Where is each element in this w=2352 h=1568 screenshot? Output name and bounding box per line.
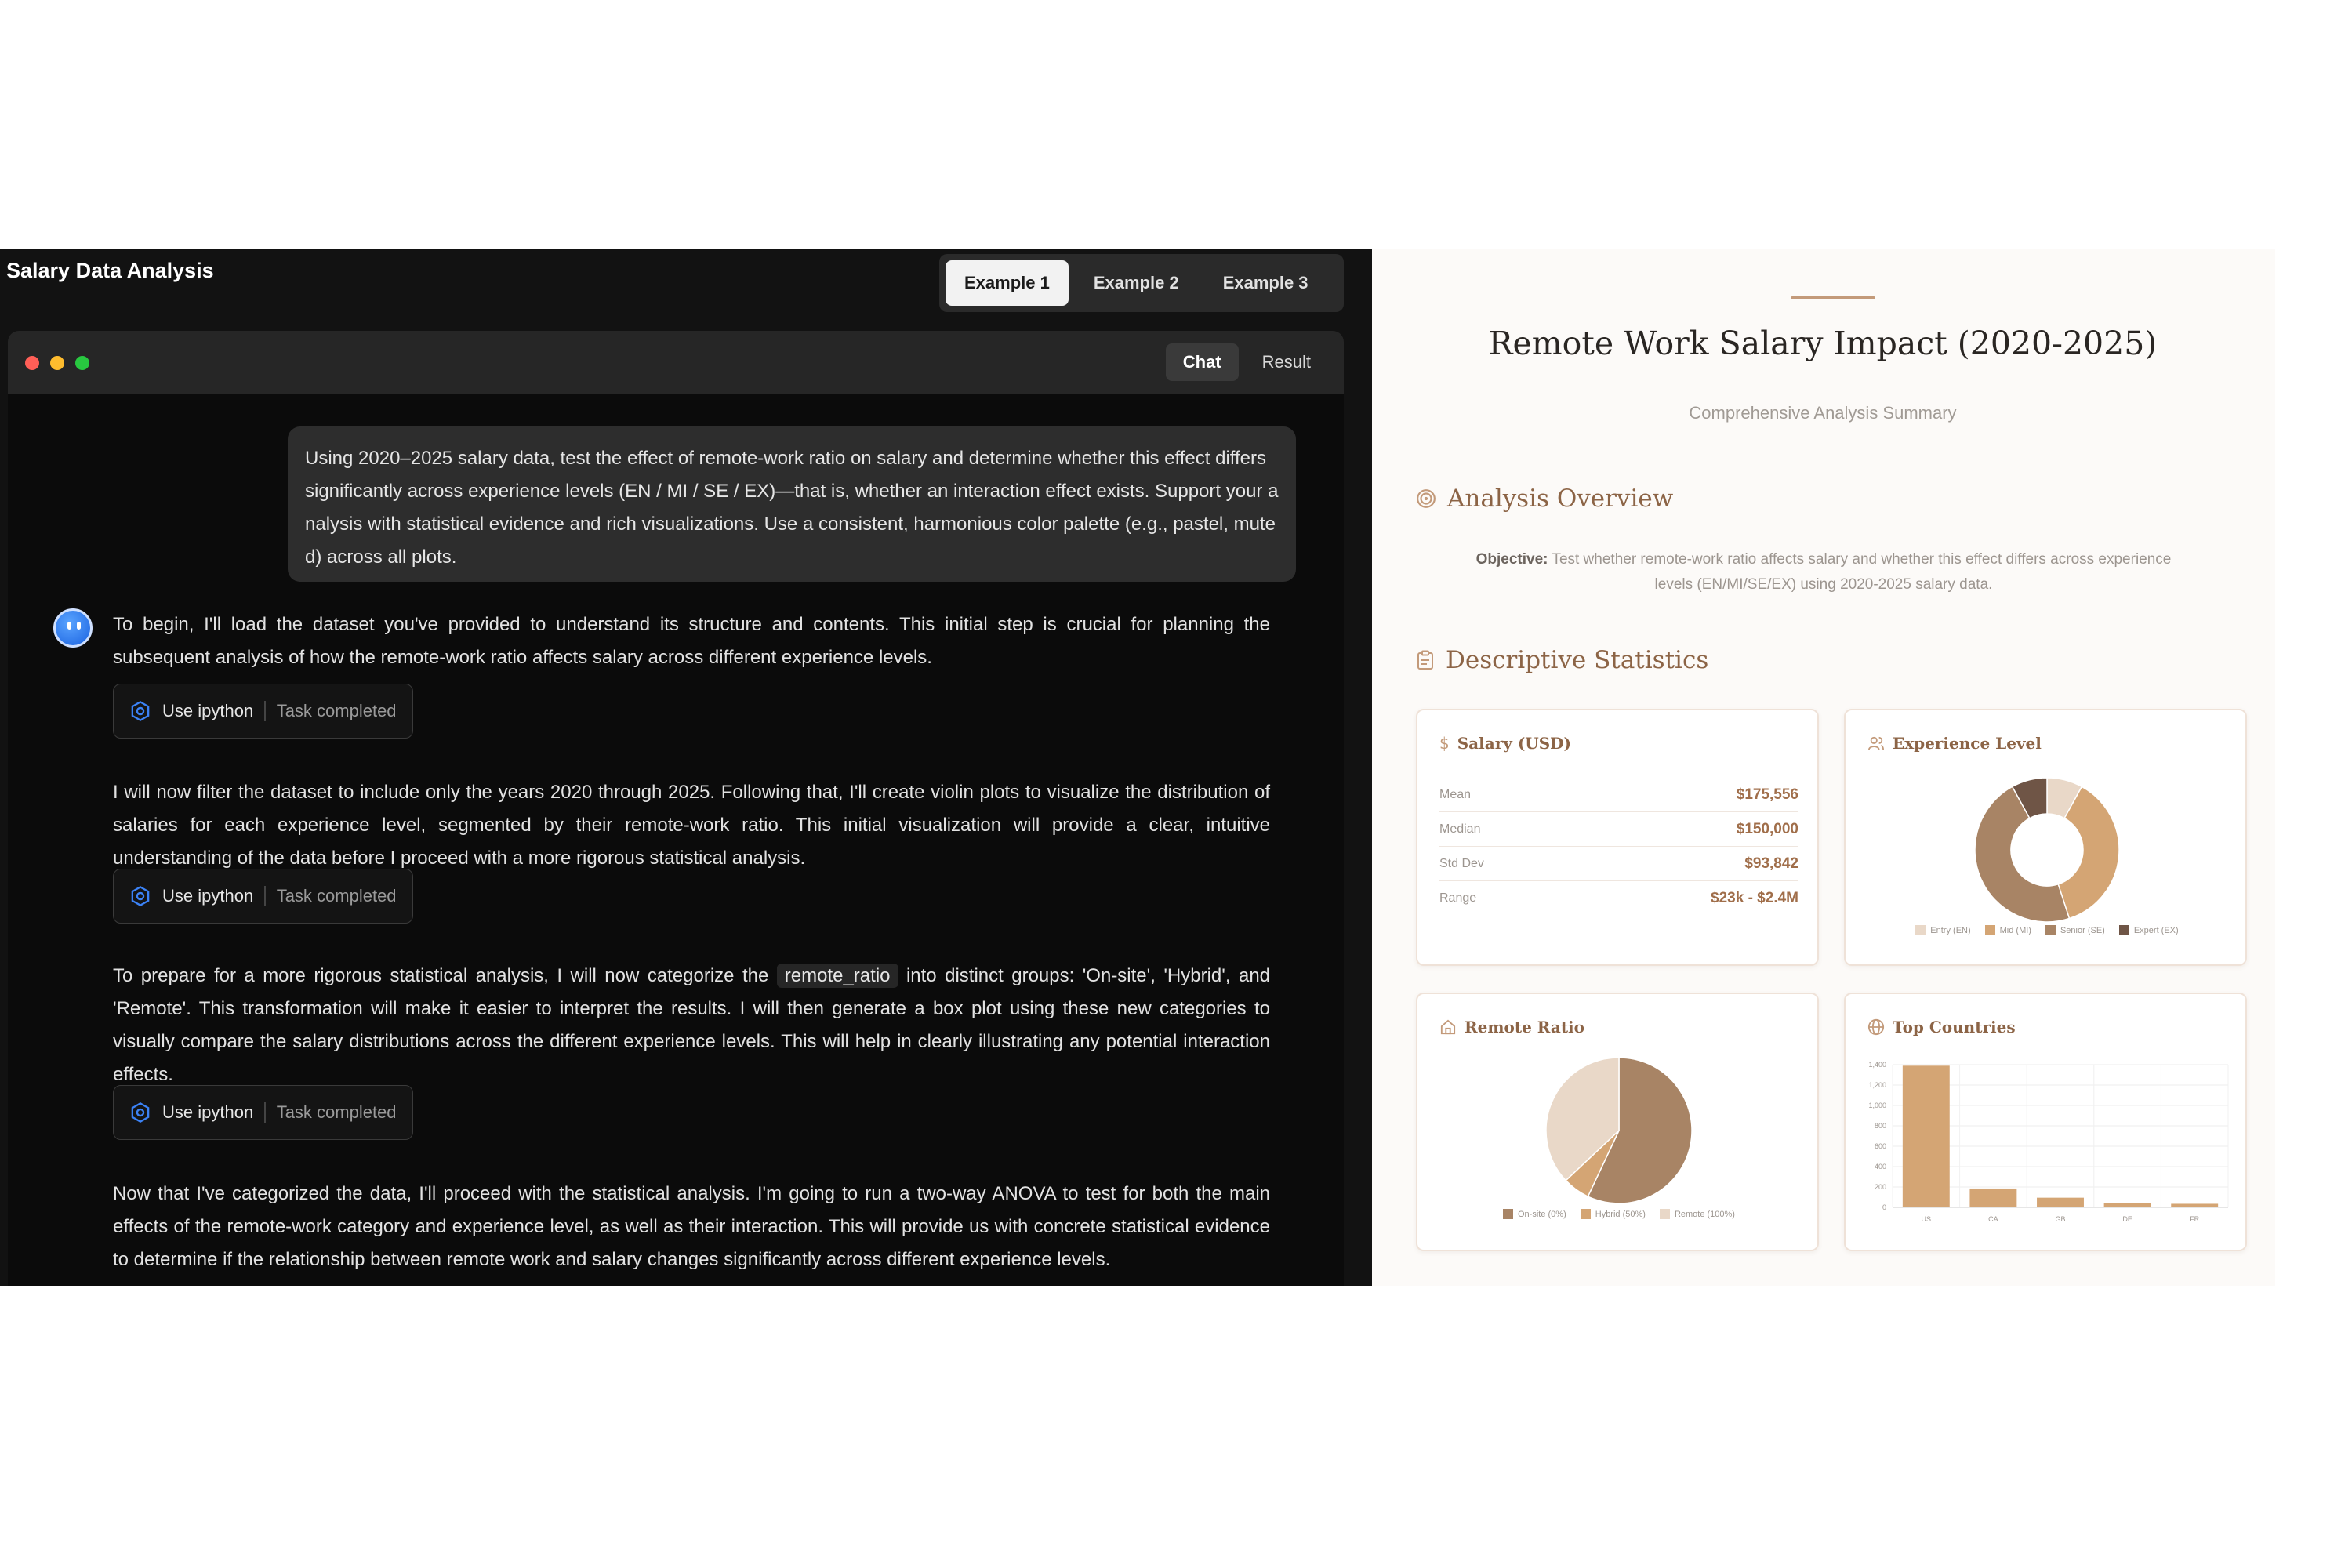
card-title [1439,1018,1584,1036]
tool-name: Use ipython [162,701,254,720]
stat-label: Std Dev [1439,856,1484,870]
legend-swatch [1915,925,1926,935]
close-window-button[interactable] [25,356,39,370]
chat-transcript[interactable] [8,394,1344,1286]
card-title-text: Experience Level [1893,734,2042,753]
tool-status: Task completed [276,1102,397,1122]
card-title-text: Remote Ratio [1465,1018,1584,1036]
bar-us [1903,1065,1950,1207]
experience-donut-chart [1846,771,2249,928]
divider [264,886,266,906]
assistant-message-1: To begin, I'll load the dataset you've provided to understand its structure and contents. This initial step is crucial for planning the subsequent analysis of how the remote-work ratio affects salary across different experience levels. [113,614,1270,668]
example-tabs [939,254,1344,312]
bar-de [2104,1203,2151,1207]
divider [264,701,266,721]
stat-label: Range [1439,891,1477,905]
result-report[interactable] [1372,249,2275,1286]
y-tick-label: 1,200 [1868,1081,1886,1089]
legend-item [1503,1209,1566,1219]
x-tick-label: DE [2122,1215,2132,1223]
tool-name: Use ipython [162,886,254,906]
assistant-avatar-icon [53,608,93,648]
tool-call-chip[interactable] [113,684,413,739]
gear-icon [129,885,151,907]
legend-item [1660,1209,1735,1219]
dollar-icon: $ [1439,734,1450,753]
tool-status: Task completed [276,701,397,720]
tab-result[interactable]: Result [1261,352,1311,372]
legend-label: Mid (MI) [1999,925,2031,935]
legend-label: Remote (100%) [1674,1209,1735,1219]
legend-label: Expert (EX) [2133,925,2179,935]
section-title: Analysis Overview [1447,485,1674,513]
bar-ca [1969,1189,2016,1207]
card-title-text: Top Countries [1893,1018,2016,1036]
legend-item [1985,925,2031,935]
card-title [1867,734,2042,753]
gear-icon [129,1102,151,1123]
chart-legend [1846,925,2249,935]
stat-row-std-dev [1439,847,1798,881]
globe-icon [1867,1018,1885,1036]
tool-call-chip[interactable] [113,1085,413,1140]
legend-swatch [2119,925,2129,935]
x-tick-label: FR [2190,1215,2200,1223]
clipboard-icon [1416,650,1435,670]
remote-ratio-pie-chart [1417,1052,1820,1209]
y-tick-label: 400 [1874,1163,1886,1171]
x-tick-label: CA [1988,1215,1998,1223]
app-title: Salary Data Analysis [6,259,214,282]
card-title-text: Salary (USD) [1457,734,1571,753]
bar-gb [2037,1198,2084,1207]
legend-label: Senior (SE) [2060,925,2105,935]
stat-row-median [1439,812,1798,847]
stat-label: Median [1439,822,1481,836]
bar-fr [2171,1203,2218,1207]
maximize-window-button[interactable] [75,356,89,370]
title-rule [1791,296,1875,299]
assistant-message-3 [113,960,1270,1091]
y-tick-label: 800 [1874,1122,1886,1130]
objective-label: Objective: [1475,551,1548,568]
gear-icon [129,700,151,722]
stat-value: $150,000 [1736,820,1798,837]
home-icon [1439,1019,1457,1035]
report-title: Remote Work Salary Impact (2020-2025) [1488,325,2158,362]
minimize-window-button[interactable] [50,356,64,370]
section-heading-descriptive [1416,646,1708,674]
stat-value: $175,556 [1736,786,1798,803]
chat-window [8,331,1344,1286]
tab-example-2[interactable]: Example 2 [1093,273,1179,292]
legend-swatch [1660,1209,1670,1219]
top-countries-bar-chart [1846,1052,2249,1240]
users-icon [1867,735,1885,751]
target-icon [1416,488,1436,509]
inline-code: remote_ratio [777,964,898,988]
legend-label: On-site (0%) [1518,1209,1566,1219]
tab-example-1[interactable]: Example 1 [946,260,1069,306]
assistant-message-4: Now that I've categorized the data, I'll proceed with the statistical analysis. I'm going to run a two-way ANOVA to test for both the main effects of the remote-work category and experience level, as well as their interaction. This will provide us with concrete statistical evidence to determine if the relationship between remote work and salary changes significantly across different experience levels. [113,1183,1270,1270]
tool-status: Task completed [276,886,397,906]
legend-item [2119,925,2179,935]
legend-swatch [1503,1209,1513,1219]
salary-stats-card [1416,709,1819,966]
stat-value: $93,842 [1744,855,1798,872]
view-tabs [1166,343,1328,381]
message-text: To prepare for a more rigorous statistical analysis, I will now categorize the [113,965,769,986]
assistant-message-2: I will now filter the dataset to include only the years 2020 through 2025. Following that, I'll create violin plots to visualize the distribution of salaries for each experience level, segmented by their remote-work ratio. This initial visualization will provide a clear, intuitive understanding of the data before I proceed with a more rigorous statistical analysis. [113,782,1270,869]
card-title [1439,734,1571,753]
card-title [1867,1018,2016,1036]
stat-label: Mean [1439,787,1472,801]
tab-example-3[interactable]: Example 3 [1222,273,1308,292]
window-title-bar [8,331,1344,394]
x-tick-label: GB [2055,1215,2066,1223]
report-subtitle: Comprehensive Analysis Summary [1689,403,1957,423]
legend-swatch [1985,925,1995,935]
tool-name: Use ipython [162,1102,254,1122]
legend-label: Hybrid (50%) [1595,1209,1646,1219]
chart-legend [1417,1209,1820,1219]
tool-call-chip[interactable] [113,869,413,924]
y-tick-label: 1,400 [1868,1061,1886,1069]
legend-item [1581,1209,1646,1219]
stat-value: $23k - $2.4M [1711,890,1798,906]
legend-item [1915,925,1970,935]
y-tick-label: 600 [1874,1142,1886,1150]
chat-app [0,249,1372,1286]
y-tick-label: 1,000 [1868,1102,1886,1109]
section-heading-overview [1416,485,1673,513]
stat-row-mean [1439,778,1798,812]
y-tick-label: 200 [1874,1183,1886,1191]
legend-swatch [2045,925,2056,935]
experience-level-card [1844,709,2247,966]
legend-swatch [1581,1209,1591,1219]
remote-ratio-card [1416,993,1819,1251]
top-countries-card [1844,993,2247,1251]
section-title: Descriptive Statistics [1446,646,1709,674]
objective-text [1466,547,2181,597]
objective-body: Test whether remote-work ratio affects salary and whether this effect differs across experience levels (EN/MI/SE/EX) using 2020-2025 salary data. [1552,551,2172,593]
divider [264,1102,266,1123]
stat-row-range [1439,881,1798,916]
legend-item [2045,925,2105,935]
message-text: into distinct groups: 'On-site', 'Hybrid', and 'Remote'. This transformation will make it easier to interpret the results. I will then generate a box plot using these new categories to visually compare the salary distributions across the different experience levels. This will help in clearly illustrating any potential interaction effects. [113,965,1271,1085]
x-tick-label: US [1921,1215,1932,1223]
user-message: Using 2020–2025 salary data, test the effect of remote-work ratio on salary and determine whether this effect differs significantly across experience levels (EN / MI / SE / EX)—that is, whether an interaction effect exists. Support your analysis with statistical evidence and rich visualizations. Use a consistent, harmonious color palette (e.g., pastel, muted) across all plots. [288,426,1296,582]
tab-chat[interactable]: Chat [1166,343,1239,381]
legend-label: Entry (EN) [1930,925,1971,935]
y-tick-label: 0 [1882,1203,1886,1211]
